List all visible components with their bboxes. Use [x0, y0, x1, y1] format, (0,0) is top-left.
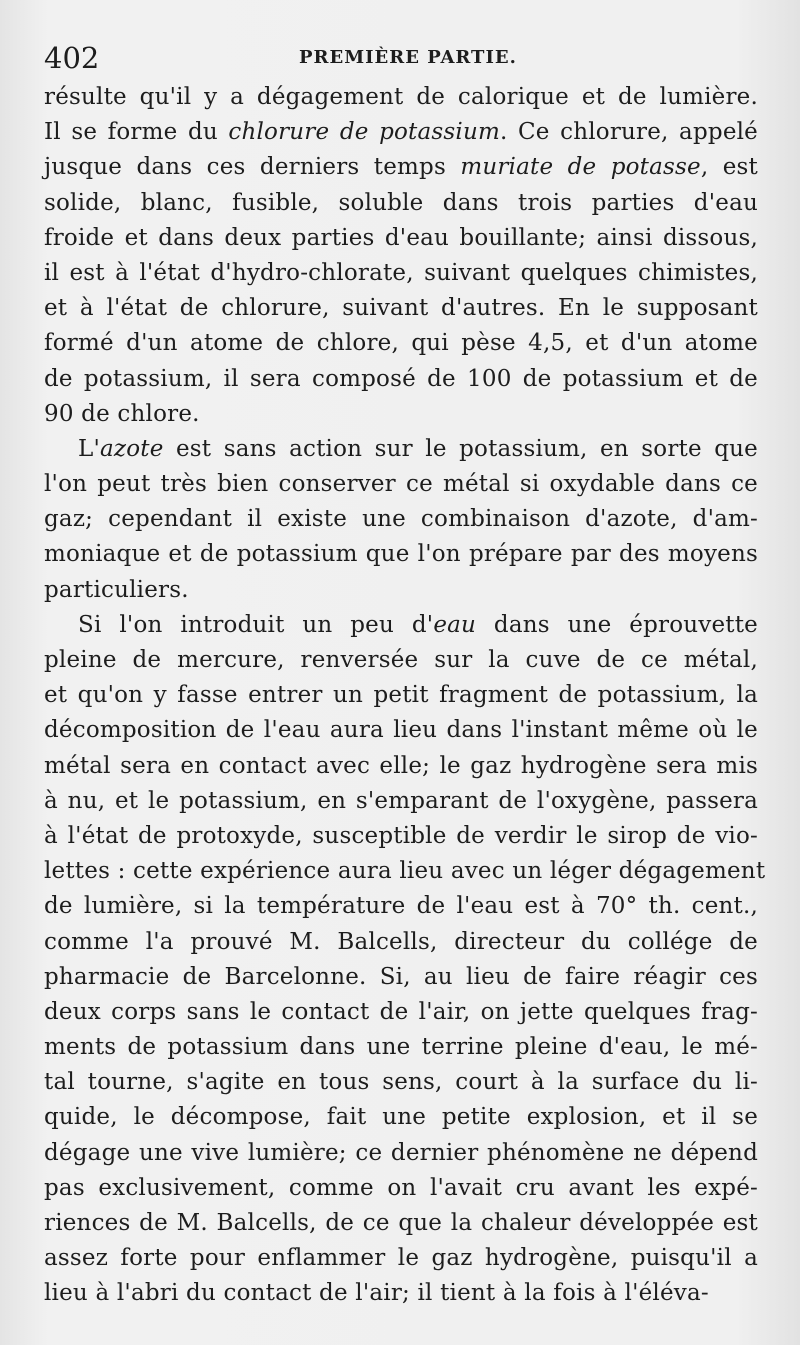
text-line: particuliers. — [44, 576, 189, 603]
text-line: moniaque et de potassium que l'on prépare par des moyens — [44, 541, 758, 568]
text-line: pas exclusivement, comme on l'avait cru avant les expé- — [44, 1174, 758, 1201]
text-line: ments de potassium dans une terrine pleine d'eau, le mé- — [44, 1034, 758, 1061]
text-line: décomposition de l'eau aura lieu dans l'instant même où le — [44, 717, 758, 744]
text-line: tal tourne, s'agite en tous sens, court à la surface du li- — [44, 1069, 758, 1096]
running-head — [44, 36, 744, 80]
text-line: assez forte pour enflammer le gaz hydrogène, puisqu'il a — [44, 1245, 758, 1272]
paragraph-azote — [44, 432, 758, 608]
text-line: résulte qu'il y a dégagement de calorique et de lumière. — [44, 84, 758, 110]
text-line: pharmacie de Barcelonne. Si, au lieu de faire réagir ces — [44, 963, 758, 990]
text-line: comme l'a prouvé M. Balcells, directeur du collége de — [44, 928, 758, 955]
text-line: L'azote est sans action sur le potassium, en sorte que — [78, 435, 758, 462]
body-text — [44, 80, 766, 1312]
text-line: lettes : cette expérience aura lieu avec un léger dégagement — [44, 858, 766, 885]
text-line: deux corps sans le contact de l'air, on jette quelques frag- — [44, 998, 758, 1025]
page-number: 402 — [44, 41, 100, 75]
text-line: et qu'on y fasse entrer un petit fragment de potassium, la — [44, 682, 758, 709]
text-line: de potassium, il sera composé de 100 de potassium et de — [44, 365, 758, 392]
text-line: à nu, et le potassium, en s'emparant de l'oxygène, passera — [44, 787, 758, 814]
section-title: PREMIÈRE PARTIE. — [299, 47, 517, 68]
text-line: jusque dans ces derniers temps muriate de potasse, est — [44, 154, 758, 181]
text-line: dégage une vive lumière; ce dernier phénomène ne dépend — [44, 1139, 758, 1166]
text-line: froide et dans deux parties d'eau bouillante; ainsi dissous, — [44, 224, 758, 251]
text-line: lieu à l'abri du contact de l'air; il tient à la fois à l'éléva- — [44, 1280, 709, 1307]
text-line: riences de M. Balcells, de ce que la chaleur développée est — [44, 1210, 758, 1236]
text-line: Si l'on introduit un peu d'eau dans une éprouvette — [78, 611, 758, 638]
text-line: Il se forme du chlorure de potassium. Ce chlorure, appelé — [44, 119, 758, 146]
text-line: formé d'un atome de chlore, qui pèse 4,5, et d'un atome — [44, 330, 758, 357]
paragraph-chlorure — [44, 80, 758, 432]
text-line: 90 de chlore. — [44, 400, 200, 427]
text-line: pleine de mercure, renversée sur la cuve de ce métal, — [44, 647, 758, 673]
text-line: gaz; cependant il existe une combinaison d'azote, d'am- — [44, 506, 758, 533]
text-line: l'on peut très bien conserver ce métal si oxydable dans ce — [44, 471, 758, 498]
text-line: de lumière, si la température de l'eau est à 70° th. cent., — [44, 893, 758, 920]
text-line: à l'état de protoxyde, susceptible de verdir le sirop de vio- — [44, 822, 758, 849]
text-line: il est à l'état d'hydro-chlorate, suivant quelques chimistes, — [44, 259, 758, 286]
text-line: quide, le décompose, fait une petite explosion, et il se — [44, 1104, 758, 1131]
text-line: métal sera en contact avec elle; le gaz hydrogène sera mis — [44, 752, 758, 779]
paragraph-eau — [44, 608, 766, 1312]
text-line: et à l'état de chlorure, suivant d'autres. En le supposant — [44, 295, 758, 322]
text-line: solide, blanc, fusible, soluble dans trois parties d'eau — [44, 189, 758, 216]
